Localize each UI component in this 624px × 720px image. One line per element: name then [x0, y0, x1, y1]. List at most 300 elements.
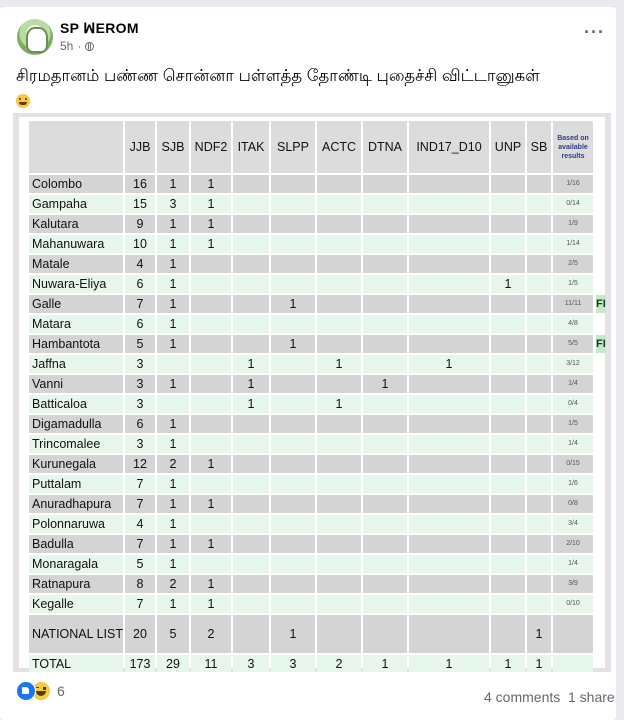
based-cell: 0/4 — [553, 395, 593, 413]
seat-cell-sb — [527, 595, 551, 613]
based-cell: 3/12 — [553, 355, 593, 373]
reaction-count: 6 — [57, 683, 65, 699]
table-row — [29, 395, 593, 413]
seat-cell-slpp — [271, 255, 315, 273]
seat-cell-itak — [233, 575, 269, 593]
seat-cell-unp — [491, 395, 525, 413]
seat-cell-jjb: 7 — [125, 295, 155, 313]
seat-cell-itak — [233, 195, 269, 213]
seat-cell-slpp — [271, 515, 315, 533]
seat-cell-sjb: 1 — [157, 415, 189, 433]
header-cell: ACTC — [317, 121, 361, 173]
seat-cell-actc — [317, 175, 361, 193]
seat-cell-slpp — [271, 195, 315, 213]
seat-cell-unp — [491, 515, 525, 533]
seat-cell-sb — [527, 555, 551, 573]
bird-icon — [26, 27, 48, 53]
seat-cell-itak — [233, 235, 269, 253]
table-row — [29, 435, 593, 453]
seat-cell-unp: 1 — [491, 275, 525, 293]
seat-cell-sjb: 1 — [157, 235, 189, 253]
based-cell: 0/8 — [553, 495, 593, 513]
table-row — [29, 295, 593, 313]
seat-cell-jjb: 9 — [125, 215, 155, 233]
seat-cell-sjb: 5 — [157, 615, 189, 653]
seat-cell-itak — [233, 255, 269, 273]
seat-cell-actc — [317, 255, 361, 273]
district-cell: Jaffna — [29, 355, 123, 373]
seat-cell-itak: 1 — [233, 395, 269, 413]
reactions-summary[interactable] — [16, 681, 65, 701]
district-cell: Kegalle — [29, 595, 123, 613]
seat-cell-unp — [491, 555, 525, 573]
seat-cell-sjb: 1 — [157, 335, 189, 353]
seat-cell-sb — [527, 475, 551, 493]
district-cell: Batticaloa — [29, 395, 123, 413]
seat-cell-sjb: 1 — [157, 255, 189, 273]
seat-cell-ndf2 — [191, 415, 231, 433]
district-cell: Hambantota — [29, 335, 123, 353]
seat-cell-sb — [527, 235, 551, 253]
seat-cell-slpp — [271, 415, 315, 433]
district-cell: Kalutara — [29, 215, 123, 233]
seat-cell-ndf2: 1 — [191, 575, 231, 593]
table-row — [29, 375, 593, 393]
seat-cell-sb — [527, 175, 551, 193]
seat-cell-sb — [527, 495, 551, 513]
seat-cell-jjb: 7 — [125, 595, 155, 613]
seat-cell-actc — [317, 595, 361, 613]
district-cell: Colombo — [29, 175, 123, 193]
comments-link[interactable]: 4 comments — [484, 689, 561, 705]
seat-cell-dtna — [363, 595, 407, 613]
seat-cell-ind17_d10 — [409, 295, 489, 313]
seat-cell-jjb: 6 — [125, 315, 155, 333]
table-row — [29, 575, 593, 593]
grinning-emoji-icon — [16, 94, 30, 108]
header-cell: DTNA — [363, 121, 407, 173]
seat-cell-sjb: 1 — [157, 435, 189, 453]
seat-cell-sjb: 1 — [157, 175, 189, 193]
seat-cell-ndf2: 11 — [191, 655, 231, 672]
seat-cell-ndf2 — [191, 275, 231, 293]
seat-cell-ndf2 — [191, 255, 231, 273]
based-cell: 3/9 — [553, 575, 593, 593]
seat-cell-ind17_d10 — [409, 595, 489, 613]
seat-cell-sjb: 1 — [157, 555, 189, 573]
header-cell: UNP — [491, 121, 525, 173]
seat-cell-slpp — [271, 555, 315, 573]
seat-cell-ind17_d10 — [409, 515, 489, 533]
table-row — [29, 615, 593, 653]
district-cell: Matara — [29, 315, 123, 333]
seat-cell-sjb: 1 — [157, 295, 189, 313]
seat-cell-slpp: 1 — [271, 615, 315, 653]
seat-cell-sb: 1 — [527, 615, 551, 653]
seat-cell-sjb: 1 — [157, 595, 189, 613]
seat-cell-actc — [317, 555, 361, 573]
shares-link[interactable]: 1 share — [568, 689, 615, 705]
seat-cell-unp — [491, 295, 525, 313]
seat-cell-unp — [491, 255, 525, 273]
seat-cell-ndf2: 1 — [191, 235, 231, 253]
seat-cell-unp — [491, 235, 525, 253]
seat-cell-actc — [317, 195, 361, 213]
seat-cell-dtna — [363, 235, 407, 253]
based-cell: 1/5 — [553, 415, 593, 433]
seat-cell-ndf2 — [191, 335, 231, 353]
district-cell: Trincomalee — [29, 435, 123, 453]
seat-cell-slpp — [271, 275, 315, 293]
seat-cell-jjb: 3 — [125, 375, 155, 393]
author-avatar[interactable] — [17, 19, 53, 55]
seat-cell-slpp — [271, 595, 315, 613]
seat-cell-jjb: 6 — [125, 275, 155, 293]
seat-cell-actc — [317, 435, 361, 453]
based-cell: 0/15 — [553, 455, 593, 473]
seat-cell-itak — [233, 415, 269, 433]
seat-cell-unp — [491, 615, 525, 653]
header-cell: SB — [527, 121, 551, 173]
seat-cell-sjb: 2 — [157, 575, 189, 593]
seat-cell-ind17_d10 — [409, 575, 489, 593]
seat-cell-unp — [491, 195, 525, 213]
seat-cell-sjb: 1 — [157, 535, 189, 553]
seat-cell-actc — [317, 535, 361, 553]
table-row — [29, 335, 593, 353]
seat-cell-actc — [317, 315, 361, 333]
header-cell: NDF2 — [191, 121, 231, 173]
table-row — [29, 515, 593, 533]
seat-cell-sb — [527, 295, 551, 313]
district-cell: NATIONAL LIST — [29, 615, 123, 653]
seat-cell-itak — [233, 495, 269, 513]
seat-cell-ndf2: 1 — [191, 595, 231, 613]
seat-cell-jjb: 10 — [125, 235, 155, 253]
seat-cell-sb — [527, 455, 551, 473]
seat-cell-actc — [317, 515, 361, 533]
seat-cell-jjb: 15 — [125, 195, 155, 213]
table-row — [29, 595, 593, 613]
seat-cell-dtna — [363, 215, 407, 233]
seat-cell-ndf2: 1 — [191, 455, 231, 473]
results-table — [27, 119, 595, 672]
seat-cell-unp — [491, 535, 525, 553]
seat-cell-sb — [527, 195, 551, 213]
seat-cell-slpp — [271, 535, 315, 553]
seat-cell-sb — [527, 215, 551, 233]
seat-cell-itak — [233, 455, 269, 473]
table-row — [29, 535, 593, 553]
based-cell: 1/4 — [553, 555, 593, 573]
seat-cell-actc: 1 — [317, 355, 361, 373]
seat-cell-ind17_d10: 1 — [409, 655, 489, 672]
seat-cell-itak — [233, 535, 269, 553]
seat-cell-slpp — [271, 495, 315, 513]
seat-cell-jjb: 7 — [125, 535, 155, 553]
based-cell — [553, 615, 593, 653]
seat-cell-slpp — [271, 475, 315, 493]
seat-cell-sjb: 1 — [157, 315, 189, 333]
seat-cell-ind17_d10 — [409, 255, 489, 273]
seat-cell-actc — [317, 415, 361, 433]
seat-cell-dtna — [363, 255, 407, 273]
based-cell: 11/11 — [553, 295, 593, 313]
based-cell — [553, 655, 593, 672]
based-cell: 1/9 — [553, 215, 593, 233]
seat-cell-dtna — [363, 515, 407, 533]
district-cell: Nuwara-Eliya — [29, 275, 123, 293]
based-cell: 1/6 — [553, 475, 593, 493]
based-cell: 1/4 — [553, 435, 593, 453]
seat-cell-itak — [233, 615, 269, 653]
seat-cell-dtna: 1 — [363, 655, 407, 672]
seat-cell-slpp — [271, 395, 315, 413]
seat-cell-unp — [491, 575, 525, 593]
seat-cell-dtna — [363, 575, 407, 593]
seat-cell-slpp — [271, 315, 315, 333]
seat-cell-dtna — [363, 275, 407, 293]
table-row — [29, 175, 593, 193]
district-cell: Anuradhapura — [29, 495, 123, 513]
seat-cell-sb — [527, 275, 551, 293]
seat-cell-ind17_d10 — [409, 315, 489, 333]
seat-cell-sjb: 2 — [157, 455, 189, 473]
based-cell: 1/5 — [553, 275, 593, 293]
seat-cell-jjb: 4 — [125, 515, 155, 533]
seat-cell-dtna — [363, 395, 407, 413]
seat-cell-sb — [527, 515, 551, 533]
seat-cell-actc — [317, 475, 361, 493]
seat-cell-dtna — [363, 295, 407, 313]
seat-cell-ndf2 — [191, 475, 231, 493]
seat-cell-sjb: 3 — [157, 195, 189, 213]
seat-cell-actc — [317, 375, 361, 393]
based-cell: 2/5 — [553, 255, 593, 273]
seat-cell-dtna — [363, 535, 407, 553]
seat-cell-sjb — [157, 355, 189, 373]
separator-dot: · — [77, 39, 82, 53]
seat-cell-actc — [317, 275, 361, 293]
seat-cell-unp — [491, 335, 525, 353]
seat-cell-jjb: 7 — [125, 475, 155, 493]
table-row — [29, 235, 593, 253]
seat-cell-slpp — [271, 235, 315, 253]
seat-cell-jjb: 7 — [125, 495, 155, 513]
seat-cell-slpp — [271, 355, 315, 373]
seat-cell-sb — [527, 535, 551, 553]
header-cell-based: Based on available results — [553, 121, 593, 173]
seat-cell-ind17_d10 — [409, 175, 489, 193]
seat-cell-jjb: 6 — [125, 415, 155, 433]
seat-cell-actc — [317, 615, 361, 653]
seat-cell-unp: 1 — [491, 655, 525, 672]
seat-cell-ndf2 — [191, 375, 231, 393]
seat-cell-sjb: 1 — [157, 375, 189, 393]
seat-cell-ndf2 — [191, 435, 231, 453]
seat-cell-unp — [491, 215, 525, 233]
seat-cell-sb — [527, 575, 551, 593]
seat-cell-dtna — [363, 175, 407, 193]
table-row — [29, 215, 593, 233]
based-cell: 2/10 — [553, 535, 593, 553]
seat-cell-ind17_d10 — [409, 375, 489, 393]
seat-cell-ind17_d10 — [409, 475, 489, 493]
seat-cell-slpp — [271, 575, 315, 593]
based-cell: 0/14 — [553, 195, 593, 213]
seat-cell-unp — [491, 415, 525, 433]
seat-cell-ndf2: 1 — [191, 215, 231, 233]
seat-cell-ind17_d10 — [409, 235, 489, 253]
district-cell: Matale — [29, 255, 123, 273]
district-cell: TOTAL — [29, 655, 123, 672]
post-text — [16, 64, 606, 112]
seat-cell-actc — [317, 295, 361, 313]
seat-cell-unp — [491, 435, 525, 453]
seat-cell-actc — [317, 575, 361, 593]
seat-cell-itak — [233, 315, 269, 333]
author-name[interactable]: SP ꟽEROM — [60, 20, 139, 36]
seat-cell-ind17_d10 — [409, 395, 489, 413]
table-row — [29, 475, 593, 493]
seat-cell-itak — [233, 475, 269, 493]
district-cell: Monaragala — [29, 555, 123, 573]
table-row — [29, 195, 593, 213]
results-body — [29, 175, 593, 672]
district-cell: Galle — [29, 295, 123, 313]
seat-cell-itak — [233, 295, 269, 313]
seat-cell-dtna — [363, 335, 407, 353]
based-cell: 4/8 — [553, 315, 593, 333]
seat-cell-actc — [317, 235, 361, 253]
seat-cell-jjb: 12 — [125, 455, 155, 473]
district-cell: Badulla — [29, 535, 123, 553]
seat-cell-dtna — [363, 495, 407, 513]
based-cell: 1/4 — [553, 375, 593, 393]
seat-cell-ndf2: 1 — [191, 495, 231, 513]
seat-cell-slpp — [271, 375, 315, 393]
table-row — [29, 655, 593, 672]
seat-cell-jjb: 20 — [125, 615, 155, 653]
like-reaction-icon — [16, 681, 36, 701]
seat-cell-sjb: 1 — [157, 215, 189, 233]
post-text-content: சிரமதானம் பண்ண சொன்னா பள்ளத்த தோண்டி புதைச்சி விட்டானுகள் — [16, 67, 541, 85]
seat-cell-dtna — [363, 555, 407, 573]
seat-cell-sb — [527, 315, 551, 333]
seat-cell-ndf2: 2 — [191, 615, 231, 653]
seat-cell-unp — [491, 355, 525, 373]
seat-cell-jjb: 3 — [125, 355, 155, 373]
based-cell: 5/5 — [553, 335, 593, 353]
seat-cell-sb: 1 — [527, 655, 551, 672]
seat-cell-dtna: 1 — [363, 375, 407, 393]
seat-cell-ndf2 — [191, 355, 231, 373]
district-cell: Polonnaruwa — [29, 515, 123, 533]
seat-cell-ndf2: 1 — [191, 195, 231, 213]
seat-cell-itak: 3 — [233, 655, 269, 672]
seat-cell-slpp — [271, 455, 315, 473]
district-cell: Ratnapura — [29, 575, 123, 593]
seat-cell-actc — [317, 335, 361, 353]
table-row — [29, 495, 593, 513]
seat-cell-sjb: 1 — [157, 275, 189, 293]
table-row — [29, 455, 593, 473]
seat-cell-unp — [491, 175, 525, 193]
seat-cell-sb — [527, 375, 551, 393]
seat-cell-ind17_d10 — [409, 455, 489, 473]
seat-cell-jjb: 8 — [125, 575, 155, 593]
seat-cell-itak — [233, 175, 269, 193]
seat-cell-itak: 1 — [233, 375, 269, 393]
cutoff-tag: FI — [596, 295, 606, 313]
seat-cell-ind17_d10: 1 — [409, 355, 489, 373]
seat-cell-ndf2 — [191, 395, 231, 413]
seat-cell-sb — [527, 435, 551, 453]
seat-cell-itak — [233, 335, 269, 353]
seat-cell-ind17_d10 — [409, 215, 489, 233]
seat-cell-jjb: 5 — [125, 335, 155, 353]
table-row — [29, 355, 593, 373]
seat-cell-sb — [527, 355, 551, 373]
seat-cell-sjb: 1 — [157, 475, 189, 493]
seat-cell-ind17_d10 — [409, 615, 489, 653]
seat-cell-unp — [491, 315, 525, 333]
seat-cell-dtna — [363, 195, 407, 213]
seat-cell-itak — [233, 515, 269, 533]
table-header-row — [29, 121, 593, 173]
seat-cell-unp — [491, 375, 525, 393]
seat-cell-slpp — [271, 435, 315, 453]
district-cell: Vanni — [29, 375, 123, 393]
seat-cell-dtna — [363, 435, 407, 453]
district-cell: Puttalam — [29, 475, 123, 493]
seat-cell-unp — [491, 455, 525, 473]
header-cell: SJB — [157, 121, 189, 173]
seat-cell-itak — [233, 435, 269, 453]
seat-cell-sb — [527, 395, 551, 413]
more-options-button[interactable]: ··· — [584, 22, 605, 42]
post-photo[interactable] — [13, 113, 611, 672]
table-row — [29, 255, 593, 273]
seat-cell-sjb: 29 — [157, 655, 189, 672]
seat-cell-ind17_d10 — [409, 195, 489, 213]
results-image — [19, 117, 605, 671]
seat-cell-actc: 1 — [317, 395, 361, 413]
seat-cell-ind17_d10 — [409, 415, 489, 433]
post-meta — [60, 39, 94, 53]
based-cell: 1/14 — [553, 235, 593, 253]
header-cell: SLPP — [271, 121, 315, 173]
seat-cell-itak — [233, 555, 269, 573]
seat-cell-actc — [317, 495, 361, 513]
post-time[interactable]: 5h — [60, 39, 74, 53]
table-row — [29, 275, 593, 293]
seat-cell-dtna — [363, 615, 407, 653]
seat-cell-slpp — [271, 215, 315, 233]
seat-cell-itak — [233, 595, 269, 613]
seat-cell-jjb: 4 — [125, 255, 155, 273]
header-cell — [29, 121, 123, 173]
header-cell: IND17_D10 — [409, 121, 489, 173]
seat-cell-jjb: 3 — [125, 395, 155, 413]
seat-cell-ndf2: 1 — [191, 535, 231, 553]
based-cell: 0/10 — [553, 595, 593, 613]
district-cell: Digamadulla — [29, 415, 123, 433]
seat-cell-jjb: 173 — [125, 655, 155, 672]
seat-cell-ndf2 — [191, 555, 231, 573]
seat-cell-slpp: 1 — [271, 295, 315, 313]
seat-cell-ind17_d10 — [409, 275, 489, 293]
